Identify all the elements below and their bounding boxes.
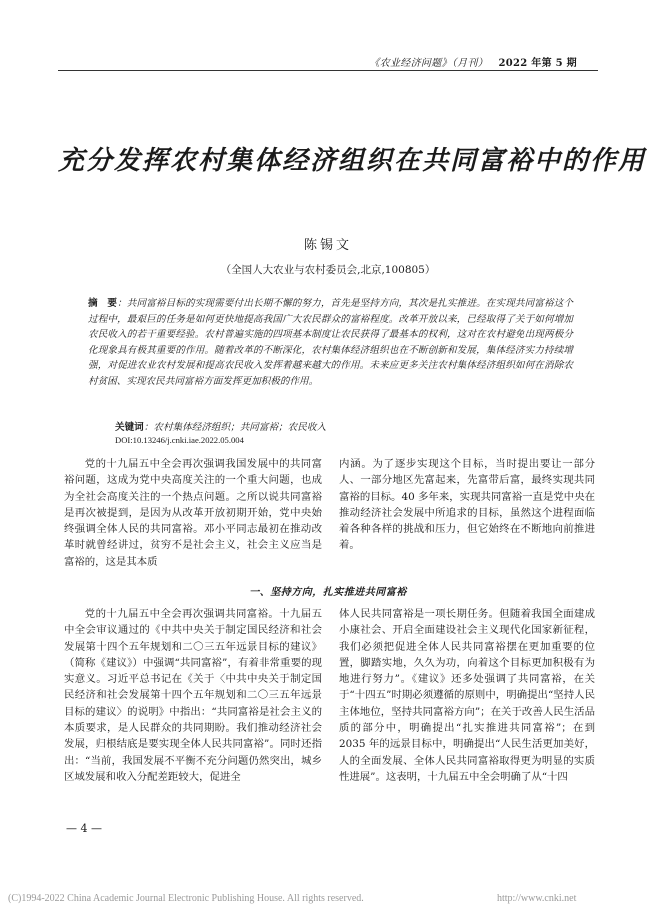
section1-column-right — [339, 606, 595, 785]
copyright-footer: (C)1994-2022 China Academic Journal Electronic Publishing House. All rights reserved. — [8, 893, 364, 904]
author-affiliation: （全国人大农业与农村委员会,北京,100805） — [220, 264, 436, 276]
section-heading: 一、坚持方向，扎实推进共同富裕 — [249, 587, 407, 598]
running-header — [369, 54, 577, 69]
doi: DOI:10.13246/j.cnki.iae.2022.05.004 — [115, 435, 244, 445]
footer-url: http://www.cnki.net — [497, 893, 577, 904]
article-title: 充分发挥农村集体经济组织在共同富裕中的作用 — [58, 146, 647, 176]
intro-column-left — [64, 456, 322, 570]
section1-paragraph-left: 党的十九届五中全会再次强调共同富裕。十九届五中全会审议通过的《中共中央关于制定国民经济和社会发展第十四个五年规划和二〇三五年远景目标的建议》（简称《建议》）中强调“共同富裕”，有着非常重要的现实意义。习近平总书记在《关于〈中共中央关于制定国民经济和社会发展第十四个五年规划和二〇三五年远景目标的建议〉的说明》中指出：“共同富裕是社会主义的本质要求，是人民群众的共同期盼。我们推动经济社会发展，归根结底是要实现全体人民共同富裕”。同时还指出：“当前，我国发展不平衡不充分问题仍然突出，城乡区域发展和收入分配差距较大，促进全 — [64, 608, 322, 783]
journal-name: 《农业经济问题》（月刊） — [369, 58, 489, 69]
keywords-label: 关键词 — [115, 422, 144, 433]
intro-column-right — [339, 456, 595, 554]
section1-paragraph-right: 体人民共同富裕是一项长期任务。但随着我国全面建成小康社会、开启全面建设社会主义现代化国家新征程，我们必须把促进全体人民共同富裕摆在更加重要的位置，脚踏实地，久久为功，向着这个目标更加积极有为地进行努力”。《建议》还多处强调了共同富裕，在关于“十四五”时期必须遵循的原则中，明确提出“坚持人民主体地位，坚持共同富裕方向”；在关于改善人民生活品质的部分中，明确提出“扎实推进共同富裕”；在到 2035 年的远景目标中，明确提出“人民生活更加美好，人的全面发展、全体人民共同富裕取得更为明显的实质性进展”。这表明，十九届五中全会明确了从“十四 — [339, 608, 595, 783]
keywords-text: ：农村集体经济组织；共同富裕；农民收入 — [143, 422, 327, 433]
abstract-text: ：共同富裕目标的实现需要付出长期不懈的努力，首先是坚持方向，其次是扎实推进。在实现共同富裕这个过程中，最艰巨的任务是如何更快地提高我国广大农民群众的富裕程度。改革开放以来，已经取得了关于如何增加农民收入的若干重要经验。农村普遍实施的四项基本制度让农民获得了最基本的权利，这对在农村避免出现两极分化现象具有极其重要的作用。随着改革的不断深化，农村集体经济组织也在不断创新和发展，集体经济实力持续增强，对促进农业农村发展和提高农民收入发挥着越来越大的作用。未来应更多关注农村集体经济组织如何在消除农村贫困、实现农民共同富裕方面发挥更加积极的作用。 — [88, 298, 574, 387]
intro-paragraph-right: 内涵。为了逐步实现这个目标，当时提出要让一部分人、一部分地区先富起来，先富带后富，最终实现共同富裕的目标。40 多年来，实现共同富裕一直是党中央在推动经济社会发展中所追求的目标，虽然这个进程面临着各种各样的挑战和压力，但它始终在不断地向前推进着。 — [339, 458, 595, 552]
header-rule — [58, 70, 598, 71]
page-number: — 4 — — [66, 822, 102, 835]
issue-label: 2022 年第 5 期 — [498, 58, 577, 69]
keywords — [115, 419, 575, 433]
author-name: 陈锡文 — [303, 238, 352, 253]
abstract-label: 摘 要 — [88, 298, 118, 309]
section1-column-left — [64, 606, 322, 785]
intro-paragraph-left: 党的十九届五中全会再次强调我国发展中的共同富裕问题，这成为党中央高度关注的一个重大问题，也成为全社会高度关注的一个热点问题。之所以说共同富裕是再次被提到，是因为从改革开放初期开始，党中央始终强调全体人民的共同富裕。邓小平同志最初在推动改革时就曾经讲过，贫穷不是社会主义，社会主义应当是富裕的，这是其本质 — [64, 458, 322, 568]
abstract — [88, 296, 573, 390]
